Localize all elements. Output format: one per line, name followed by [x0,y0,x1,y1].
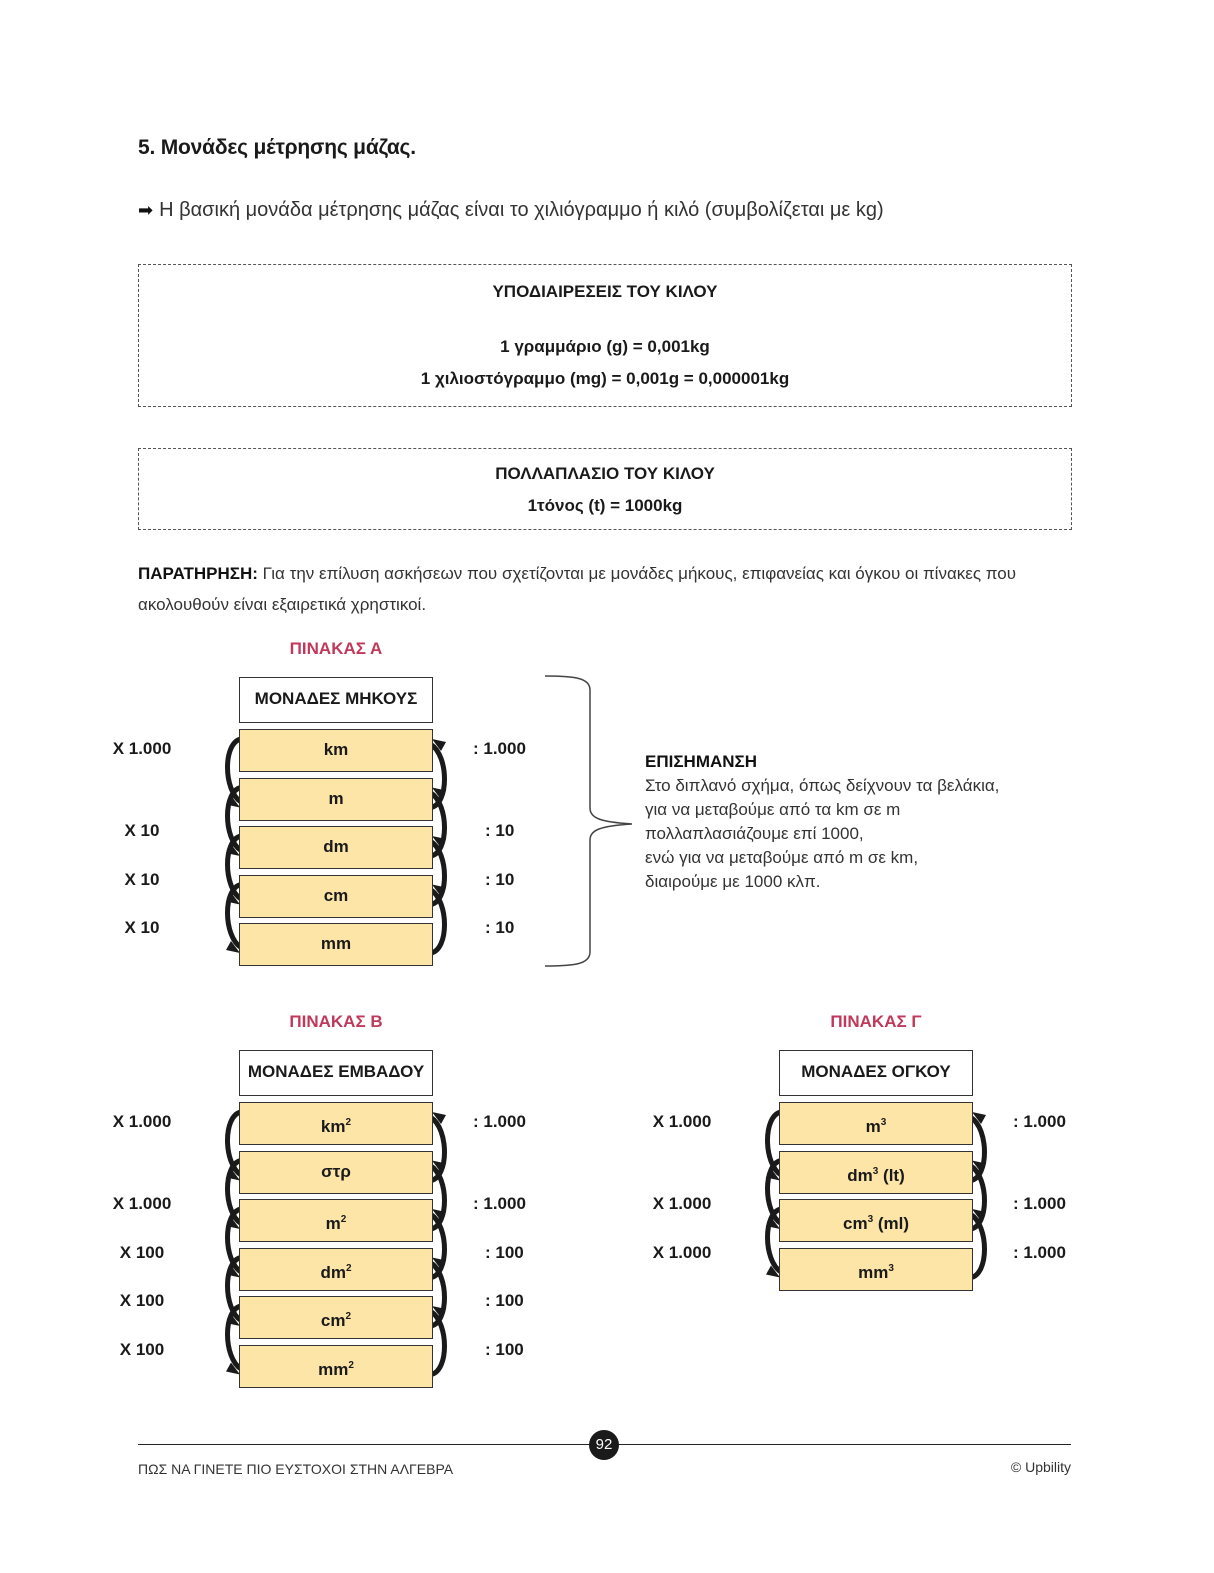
unit-symbol: m [328,788,344,808]
unit-row [239,1345,433,1388]
unit-symbol: dm [847,1165,873,1185]
unit-exponent: 3 [880,1117,887,1128]
table-header: ΜΟΝΑΔΕΣ ΜΗΚΟΥΣ [239,677,433,723]
multiply-label: X 1.000 [112,1194,172,1214]
divide-label: : 1.000 [1013,1112,1066,1131]
unit-symbol: km [323,740,349,759]
unit-row [239,1248,433,1291]
multiply-label: X 100 [119,1291,165,1311]
multiply-label: X 10 [124,918,160,938]
unit-symbol: dm [323,837,349,856]
subdivisions-title: ΥΠΟΔΙΑΙΡΕΣΕΙΣ ΤΟΥ ΚΙΛΟΥ [492,282,718,301]
unit-row [239,1296,433,1339]
remark-line: Στο διπλανό σχήμα, όπως δείχνουν τα βελάκια, [645,776,1000,795]
unit-alias: (lt) [878,1165,905,1185]
table-title: ΠΙΝΑΚΑΣ Β [289,1012,383,1031]
multiply-label: X 1.000 [652,1242,712,1262]
divide-label: : 1.000 [473,1194,526,1214]
remark-line: διαιρούμε με 1000 κλπ. [645,872,821,891]
divide-label: : 1.000 [1013,1242,1066,1262]
unit-symbol: mm [858,1262,889,1282]
divide-label: : 1.000 [473,739,526,758]
unit-symbol: mm [320,934,352,953]
unit-symbol: dm [320,1262,346,1282]
unit-symbol: m [325,1214,341,1233]
unit-row [239,1199,433,1242]
unit-exponent: 2 [348,1359,354,1371]
unit-exponent: 2 [340,1214,347,1225]
unit-row [779,1151,973,1194]
unit-row [239,875,433,918]
remark-line: για να μεταβούμε από τα km σε m [645,800,901,819]
multiply-label: X 1.000 [112,739,172,758]
unit-symbol: mm [318,1359,349,1379]
divide-label: : 100 [485,1339,524,1359]
unit-symbol: στρ [321,1161,351,1181]
unit-row [239,778,433,821]
multiply-label: X 10 [124,869,160,889]
table-title: ΠΙΝΑΚΑΣ Γ [830,1012,922,1031]
remark-title: ΕΠΙΣΗΜΑΝΣΗ [645,752,758,771]
unit-symbol: m [865,1117,881,1136]
unit-symbol: cm [320,1311,346,1330]
unit-row [779,1199,973,1242]
divide-label: : 1.000 [473,1112,526,1131]
unit-row [239,1102,433,1145]
unit-symbol: cm [842,1214,868,1233]
unit-exponent: 2 [345,1311,352,1322]
divide-label: : 100 [485,1291,524,1311]
multiply-label: X 1.000 [652,1194,712,1214]
book-title: ΠΩΣ ΝΑ ΓΙΝΕΤΕ ΠΙΟ ΕΥΣΤΟΧΟΙ ΣΤΗΝ ΑΛΓΕΒΡΑ [138,1461,454,1477]
divide-label: : 1.000 [1013,1194,1066,1214]
remark-block [645,750,999,894]
multiple-title: ΠΟΛΛΑΠΛΑΣΙΟ ΤΟΥ ΚΙΛΟΥ [495,464,715,483]
unit-exponent: 2 [345,1117,352,1128]
unit-exponent: 3 [867,1214,874,1225]
unit-exponent: 2 [345,1262,352,1274]
multiply-label: X 100 [119,1339,165,1359]
right-arrow-icon: ➡ [138,200,154,220]
unit-exponent: 3 [888,1262,894,1274]
remark-line: ενώ για να μεταβούμε από m σε km, [645,848,919,867]
unit-row [779,1248,973,1291]
multiply-label: X 1.000 [652,1112,712,1131]
copyright: © Upbility [1010,1459,1071,1475]
subdivision-line: 1 χιλιοστόγραμμο (mg) = 0,001g = 0,000001kg [420,369,790,388]
multiply-label: X 10 [124,821,160,841]
unit-exponent: 3 [872,1165,879,1177]
unit-row [239,923,433,966]
table-header: ΜΟΝΑΔΕΣ ΟΓΚΟΥ [779,1050,973,1096]
section-heading: 5. Μονάδες μέτρησης μάζας. [138,136,416,159]
divide-label: : 100 [485,1242,524,1262]
unit-symbol: cm [323,885,349,905]
unit-row [239,729,433,772]
remark-line: πολλαπλασιάζουμε επί 1000, [645,824,864,843]
unit-alias: (ml) [873,1214,910,1233]
unit-row [239,826,433,869]
curly-brace [540,672,640,972]
multiple-line: 1τόνος (t) = 1000kg [527,496,683,515]
divide-label: : 10 [485,918,515,938]
unit-row [239,1151,433,1194]
observation-label: ΠΑΡΑΤΗΡΗΣΗ: [138,564,258,583]
intro-text: Η βασική μονάδα μέτρησης μάζας είναι το χιλιόγραμμο ή κιλό (συμβολίζεται με kg) [159,199,884,221]
observation-text: Για την επίλυση ασκήσεων που σχετίζονται με μονάδες μήκους, επιφανείας και όγκου οι πίνακες που ακολουθούν είναι εξαιρετικά χρηστικοί. [138,564,1017,614]
unit-symbol: km [320,1117,346,1136]
table-header: ΜΟΝΑΔΕΣ ΕΜΒΑΔΟΥ [239,1050,433,1096]
page-number: 92 [589,1430,619,1460]
unit-row [779,1102,973,1145]
multiply-label: X 1.000 [112,1112,172,1131]
multiply-label: X 100 [119,1242,165,1262]
subdivision-line: 1 γραμμάριο (g) = 0,001kg [500,337,710,356]
table-title: ΠΙΝΑΚΑΣ Α [289,639,383,658]
divide-label: : 10 [485,869,515,889]
divide-label: : 10 [485,821,515,841]
